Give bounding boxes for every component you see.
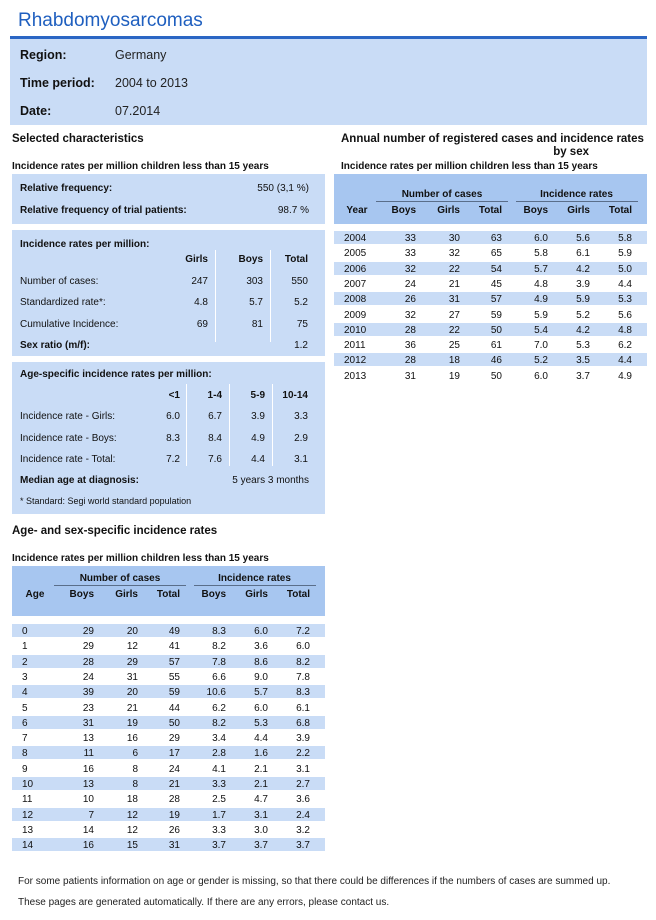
table-cell: 46 [490,355,502,367]
table-cell: 5.3 [576,340,590,352]
age-specific-box [12,362,325,514]
table-cell: 24 [404,278,416,290]
table-cell: 6.0 [534,233,548,244]
table-cell: 29 [126,656,138,668]
age-cell: 3.1 [294,454,308,465]
table-cell: 5.3 [618,294,632,306]
rates-cell: 75 [296,319,308,330]
table-cell: 22 [448,324,460,336]
table-cell: 3 [22,671,28,683]
table-cell: 16 [82,840,94,852]
table-cell: 16 [126,733,138,745]
table-cell: 54 [490,263,502,275]
table-cell: 4.7 [254,794,268,806]
table-cell: 29 [82,626,94,637]
table-cell: 5.9 [576,294,590,306]
date-label: Date: [20,104,52,118]
table-cell: 5.7 [534,263,548,275]
table-cell: 6 [22,717,28,729]
table-cell: 24 [168,763,180,775]
table-cell: 33 [404,248,416,260]
table-cell: 26 [168,824,180,836]
table-cell: 6.1 [576,248,590,260]
table-cell: 2.4 [296,809,310,821]
table-cell: 6.8 [296,717,310,729]
table-cell: 28 [404,324,416,336]
age-col: 10-14 [282,390,308,401]
rates-cell: 4.8 [194,297,208,308]
page-title: Rhabdomyosarcomas [18,10,203,31]
footer-note: For some patients information on age or gender is missing, so that there could be differences if the numbers of cases are summed up. [18,876,611,887]
table-cell: 19 [126,717,138,729]
table-cell: 26 [404,294,416,306]
table-cell: 4.1 [212,763,226,775]
table-cell: 31 [448,294,460,306]
annual-subheading: Incidence rates per million children less than 15 years [341,161,598,172]
table-cell: 4.9 [534,294,548,306]
table-cell: 29 [82,641,94,653]
column-header: Total [286,589,310,600]
table-cell: 25 [448,340,460,352]
table-cell: 3.5 [576,355,590,367]
table-cell: 11 [22,794,33,806]
table-cell: 3.1 [296,763,310,775]
table-cell: 4.4 [618,278,632,290]
table-cell: 5 [22,702,28,714]
table-cell: 31 [404,370,416,382]
selected-characteristics-heading: Selected characteristics [12,133,144,145]
annual-table-header [334,174,647,224]
age-cell: 8.3 [166,433,180,444]
age-col: <1 [168,390,180,401]
table-cell: 6 [132,748,138,760]
table-cell: 8 [22,748,28,760]
incidence-rates-box [12,230,325,356]
table-cell: 7.2 [296,626,310,637]
left-subheading: Incidence rates per million children less than 15 years [12,161,269,172]
table-cell: 8.2 [212,641,226,653]
table-cell: 18 [126,794,138,806]
frequency-box [12,174,325,224]
annual-heading: Annual number of registered cases and incidence rates [341,133,644,145]
table-cell: 6.0 [254,702,268,714]
table-cell: 8.3 [212,626,226,637]
table-cell: 5.4 [534,324,548,336]
table-cell: 32 [404,263,416,275]
table-cell: 6.0 [296,641,310,653]
table-cell: 13 [22,824,34,836]
table-cell: 2008 [344,294,367,306]
rates-cell: 550 [291,276,308,287]
table-cell: 24 [82,671,94,683]
footer-contact: These pages are generated automatically. If there are any errors, please contact us. [18,897,390,908]
age-cell: 7.6 [208,454,222,465]
table-cell: 6.2 [212,702,226,714]
table-cell: 50 [490,324,502,336]
age-group-rates: Incidence rates [218,573,291,584]
table-cell: 33 [404,233,416,244]
table-cell: 31 [82,717,94,729]
column-header: Age [25,589,45,600]
table-cell: 2006 [344,263,367,275]
age-cell: 4.9 [251,433,265,444]
table-cell: 18 [448,355,460,367]
table-cell: 31 [126,671,138,683]
table-cell: 3.9 [296,733,310,745]
table-cell: 2.1 [254,763,268,775]
table-cell: 11 [83,748,94,760]
rates-row-label: Cumulative Incidence: [20,319,119,330]
column-header: Boys [201,589,226,600]
age-cell: 2.9 [294,433,308,444]
age-row-label: Incidence rate - Total: [20,454,116,465]
age-cell: 8.4 [208,433,222,444]
table-cell: 44 [168,702,180,714]
rates-row-label: Number of cases: [20,276,99,287]
age-cell: 7.2 [166,454,180,465]
table-cell: 4.8 [534,278,548,290]
table-cell: 15 [126,840,138,852]
table-cell: 4 [22,687,28,699]
age-col: 1-4 [207,390,222,401]
table-cell: 2.7 [296,779,310,790]
table-cell: 30 [448,233,460,244]
column-header: Total [608,205,632,216]
sex-ratio-value: 1.2 [294,340,308,351]
table-cell: 45 [490,278,502,290]
table-cell: 8.2 [212,717,226,729]
column-header: Girls [245,589,268,600]
table-cell: 28 [82,656,94,668]
table-cell: 3.3 [212,779,226,790]
table-cell: 2009 [344,309,367,321]
table-cell: 19 [168,809,180,821]
table-cell: 50 [490,370,502,382]
table-cell: 22 [448,263,460,275]
table-cell: 36 [404,340,416,352]
age-cell: 3.3 [294,411,308,422]
table-cell: 29 [168,733,180,745]
table-cell: 23 [82,702,94,714]
table-cell: 59 [168,687,180,699]
table-cell: 8.6 [254,656,268,668]
table-cell: 3.7 [296,840,310,852]
table-cell: 7.8 [212,656,226,668]
column-header: Year [346,205,368,216]
rates-cell: 5.7 [249,297,263,308]
table-cell: 12 [126,641,138,653]
table-cell: 1.6 [254,748,268,760]
table-cell: 2005 [344,248,367,260]
age-sex-subheading: Incidence rates per million children less than 15 years [12,553,269,564]
table-cell: 3.0 [254,824,268,836]
table-cell: 5.3 [254,717,268,729]
table-cell: 12 [22,809,34,821]
rates-cell: 247 [191,276,208,287]
table-cell: 0 [22,626,28,637]
table-cell: 6.6 [212,671,226,683]
table-cell: 3.2 [296,824,310,836]
table-cell: 9.0 [254,671,268,683]
table-cell: 7.0 [534,340,548,352]
table-cell: 6.1 [296,702,310,714]
table-cell: 4.4 [618,355,632,367]
period-label: Time period: [20,76,95,90]
table-cell: 4.2 [576,263,590,275]
table-cell: 1 [22,641,28,653]
table-cell: 8.3 [296,687,310,699]
table-cell: 2 [22,656,28,668]
incidence-rates-title: Incidence rates per million: [20,239,150,250]
median-age-value: 5 years 3 months [232,475,309,486]
age-sex-heading: Age- and sex-specific incidence rates [12,525,218,537]
period-value: 2004 to 2013 [115,76,188,90]
table-cell: 3.4 [212,733,226,745]
relative-frequency-label: Relative frequency: [20,183,113,194]
table-cell: 7 [22,733,28,745]
table-cell: 12 [126,824,138,836]
table-cell: 27 [448,309,460,321]
rates-cell: 69 [196,319,208,330]
table-cell: 3.7 [254,840,268,852]
age-cell: 6.0 [166,411,180,422]
table-cell: 20 [126,687,138,699]
rates-cell: 303 [246,276,263,287]
table-cell: 3.7 [576,370,590,382]
table-cell: 7 [88,809,94,821]
table-cell: 28 [404,355,416,367]
table-cell: 7.8 [296,671,310,683]
table-cell: 41 [168,641,180,653]
table-cell: 3.9 [576,278,590,290]
table-cell: 6.2 [618,340,632,352]
table-cell: 55 [168,671,180,683]
table-cell: 65 [490,248,502,260]
table-cell: 19 [448,370,460,382]
table-cell: 2011 [344,340,366,352]
sex-ratio-label: Sex ratio (m/f): [20,340,91,351]
column-header: Girls [115,589,138,600]
rates-col-boys: Boys [238,254,263,265]
table-cell: 10.6 [206,687,226,699]
column-header: Boys [391,205,416,216]
trial-frequency-value: 98.7 % [277,205,309,216]
age-row-label: Incidence rate - Boys: [20,433,117,444]
table-cell: 17 [168,748,180,760]
table-cell: 13 [82,733,94,745]
table-cell: 2.1 [254,779,268,790]
table-cell: 10 [22,779,34,790]
table-cell: 20 [126,626,138,637]
age-row-label: Incidence rate - Girls: [20,411,116,422]
table-cell: 6.0 [254,626,268,637]
median-age-label: Median age at diagnosis: [20,475,139,486]
rates-row-label: Standardized rate*: [20,297,106,308]
table-cell: 5.8 [618,233,632,244]
trial-frequency-label: Relative frequency of trial patients: [20,205,187,216]
table-cell: 49 [168,626,180,637]
table-cell: 9 [22,763,28,775]
table-cell: 12 [126,809,138,821]
table-cell: 4.2 [576,324,590,336]
table-cell: 2010 [344,324,367,336]
age-col: 5-9 [250,390,265,401]
table-cell: 21 [448,278,460,290]
table-cell: 2007 [344,278,367,290]
table-cell: 3.7 [212,840,226,852]
column-header: Total [156,589,180,600]
table-cell: 5.2 [576,309,590,321]
table-cell: 8 [132,763,138,775]
table-cell: 57 [168,656,180,668]
table-cell: 5.7 [254,687,268,699]
column-header: Girls [567,205,590,216]
table-cell: 2.8 [212,748,226,760]
table-cell: 39 [82,687,94,699]
table-cell: 28 [168,794,180,806]
table-cell: 14 [82,824,94,836]
table-cell: 59 [490,309,502,321]
table-cell: 2.5 [212,794,226,806]
region-value: Germany [115,48,167,62]
table-cell: 2004 [344,233,367,244]
column-header: Boys [523,205,548,216]
column-header: Total [478,205,502,216]
table-cell: 14 [22,840,34,852]
table-cell: 63 [490,233,502,244]
table-cell: 4.4 [254,733,268,745]
header-box [10,39,647,125]
table-cell: 6.0 [534,370,548,382]
relative-frequency-value: 550 (3,1 %) [257,183,309,194]
annual-group-rates: Incidence rates [540,189,613,200]
table-cell: 3.1 [254,809,268,821]
column-header: Boys [69,589,94,600]
table-cell: 1.7 [212,809,226,821]
table-cell: 21 [168,779,180,790]
table-cell: 2013 [344,370,367,382]
table-cell: 5.6 [576,233,590,244]
table-cell: 50 [168,717,180,729]
table-cell: 16 [82,763,94,775]
table-cell: 2.2 [296,748,310,760]
rates-cell: 81 [251,319,263,330]
date-value: 07.2014 [115,104,161,118]
table-cell: 31 [168,840,180,852]
table-cell: 5.2 [534,355,548,367]
table-cell: 3.6 [254,641,268,653]
table-cell: 8 [132,779,138,790]
table-cell: 61 [490,340,502,352]
age-cell: 3.9 [251,411,265,422]
table-cell: 3.6 [296,794,310,806]
table-cell: 8.2 [296,656,310,668]
table-cell: 4.9 [618,370,632,382]
table-cell: 3.3 [212,824,226,836]
table-cell: 5.9 [534,309,548,321]
table-cell: 5.9 [618,248,632,260]
rates-col-girls: Girls [185,254,208,265]
table-cell: 32 [404,309,416,321]
table-cell: 5.8 [534,248,548,260]
table-cell: 32 [448,248,460,260]
column-header: Girls [437,205,460,216]
rates-col-total: Total [284,254,308,265]
age-group-cases: Number of cases [79,573,161,584]
table-cell: 10 [82,794,94,806]
table-cell: 5.0 [618,263,632,275]
table-cell: 4.8 [618,324,632,336]
age-cell: 4.4 [251,454,265,465]
table-cell: 13 [82,779,94,790]
annual-group-cases: Number of cases [401,189,483,200]
table-cell: 5.6 [618,309,632,321]
annual-heading-2: by sex [553,146,589,158]
age-cell: 6.7 [208,411,222,422]
table-cell: 57 [490,294,502,306]
table-cell: 2012 [344,355,367,367]
age-specific-title: Age-specific incidence rates per million: [20,369,212,380]
footnote: * Standard: Segi world standard population [20,496,192,506]
rates-cell: 5.2 [294,297,308,308]
region-label: Region: [20,48,67,62]
table-cell: 21 [126,702,138,714]
